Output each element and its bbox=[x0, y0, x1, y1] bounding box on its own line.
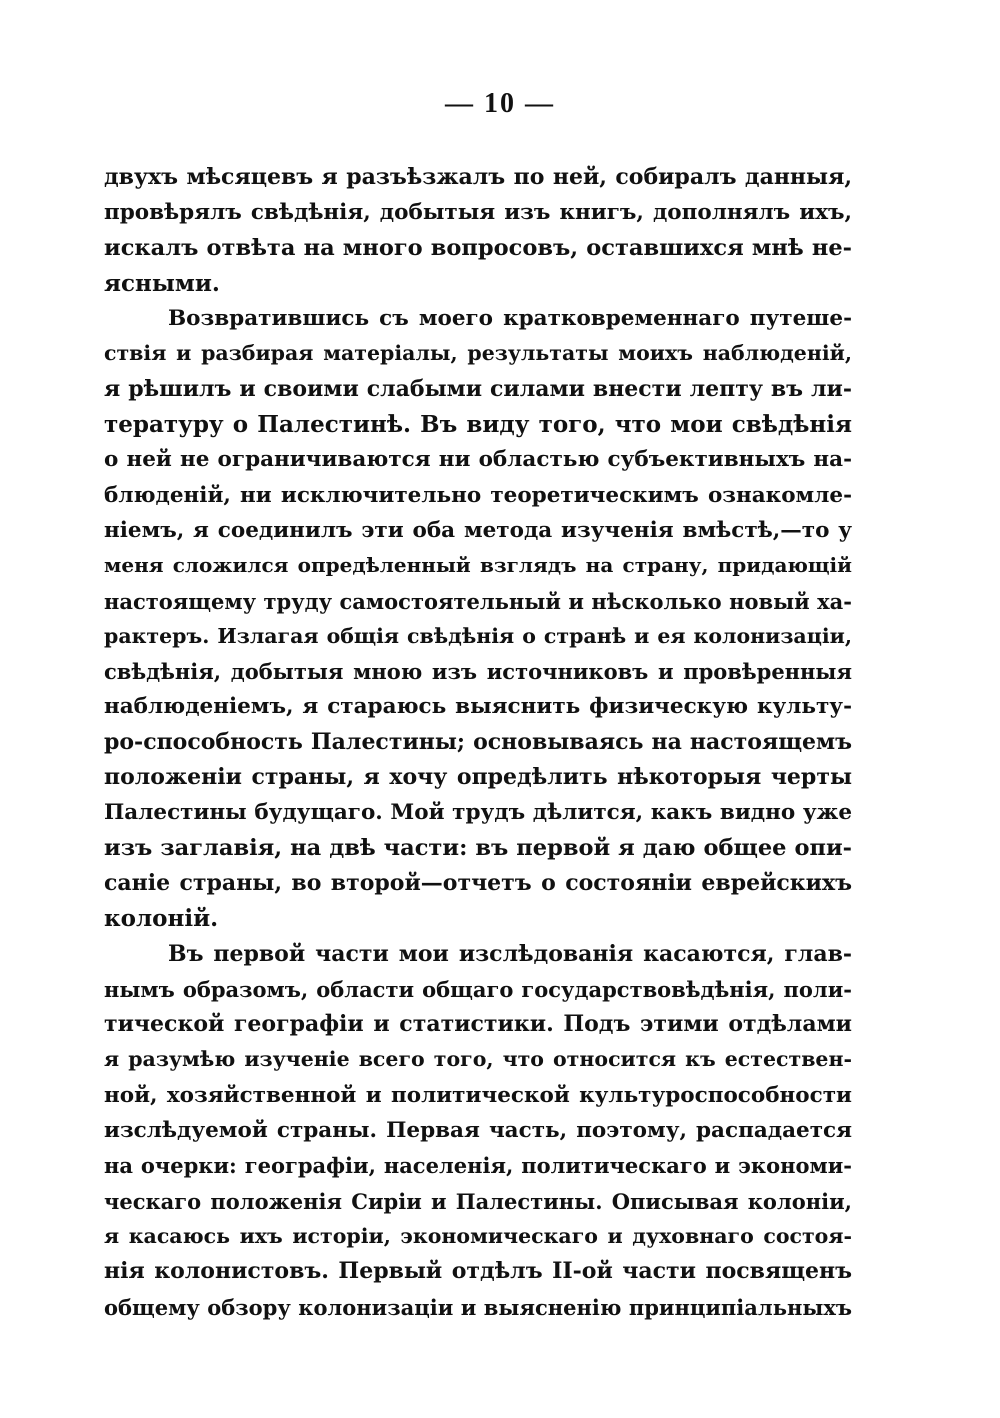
text-line: Возвратившись съ моего кратковременнаго путеше- bbox=[168, 306, 852, 332]
text-line: тературу о Палестинѣ. Въ виду того, что мои свѣдѣнія bbox=[104, 411, 852, 439]
text-line: колоній. bbox=[104, 905, 219, 933]
text-line: о ней не ограничиваются ни областью субъективныхъ на- bbox=[104, 447, 852, 473]
text-line: ствія и разбирая матеріалы, результаты моихъ наблюденій, bbox=[104, 341, 852, 366]
text-line: положеніи страны, я хочу опредѣлить нѣкоторыя черты bbox=[104, 764, 852, 791]
text-line: ніемъ, я соединилъ эти оба метода изученія вмѣстѣ,—то у bbox=[104, 517, 852, 543]
text-line: ческаго положенія Сиріи и Палестины. Описывая колоніи, bbox=[104, 1188, 852, 1214]
text-line: блюденій, ни исключительно теоретическимъ ознакомле- bbox=[104, 482, 852, 508]
text-line: настоящему труду самостоятельный и нѣсколько новый ха- bbox=[104, 588, 852, 614]
text-line: я рѣшилъ и своими слабыми силами внести лепту въ ли- bbox=[104, 375, 852, 402]
text-line: общему обзору колонизаціи и выясненію принципіальныхъ bbox=[104, 1294, 852, 1320]
text-line: я касаюсь ихъ исторіи, экономическаго и духовнаго состоя- bbox=[104, 1223, 852, 1248]
text-line: наблюденіемъ, я стараюсь выяснить физическую культу- bbox=[104, 694, 852, 720]
text-line: нія колонистовъ. Первый отдѣлъ II-ой части посвященъ bbox=[104, 1258, 852, 1285]
text-line: Палестины будущаго. Мой трудъ дѣлится, какъ видно уже bbox=[104, 800, 852, 826]
text-line: свѣдѣнія, добытыя мною изъ источниковъ и провѣренныя bbox=[104, 659, 852, 685]
text-line: ной, хозяйственной и политической культуроспособности bbox=[104, 1082, 852, 1108]
text-line: изъ заглавія, на двѣ части: въ первой я даю общее опи- bbox=[104, 834, 852, 861]
text-line: я разумѣю изученіе всего того, что относится къ естествен- bbox=[104, 1047, 852, 1072]
text-line: Въ первой части мои изслѣдованія касаются, глав- bbox=[168, 940, 852, 967]
text-line: ясными. bbox=[104, 269, 220, 297]
text-line: тической географіи и статистики. Подъ этими отдѣлами bbox=[104, 1011, 852, 1038]
text-line: двухъ мѣсяцевъ я разъѣзжалъ по ней, собиралъ данныя, bbox=[104, 164, 852, 190]
text-line: изслѣдуемой страны. Первая часть, поэтому, распадается bbox=[104, 1118, 852, 1144]
text-line: на очерки: географіи, населенія, политическаго и экономи- bbox=[104, 1153, 852, 1179]
text-line: рактеръ. Излагая общія свѣдѣнія о странѣ и ея колонизаціи, bbox=[104, 623, 852, 648]
body-text bbox=[104, 160, 852, 1325]
text-line: искалъ отвѣта на много вопросовъ, оставшихся мнѣ не- bbox=[104, 234, 852, 261]
text-line: нымъ образомъ, области общаго государствовѣдѣнія, поли- bbox=[104, 976, 852, 1002]
text-line: ро-способность Палестины; основываясь на настоящемъ bbox=[104, 728, 852, 755]
text-line: меня сложился опредѣленный взглядъ на страну, придающій bbox=[104, 553, 852, 578]
page-number: — 10 — bbox=[445, 88, 555, 119]
text-line: саніе страны, во второй—отчетъ о состояніи еврейскихъ bbox=[104, 869, 852, 896]
text-line: провѣрялъ свѣдѣнія, добытыя изъ книгъ, дополнялъ ихъ, bbox=[104, 200, 852, 226]
